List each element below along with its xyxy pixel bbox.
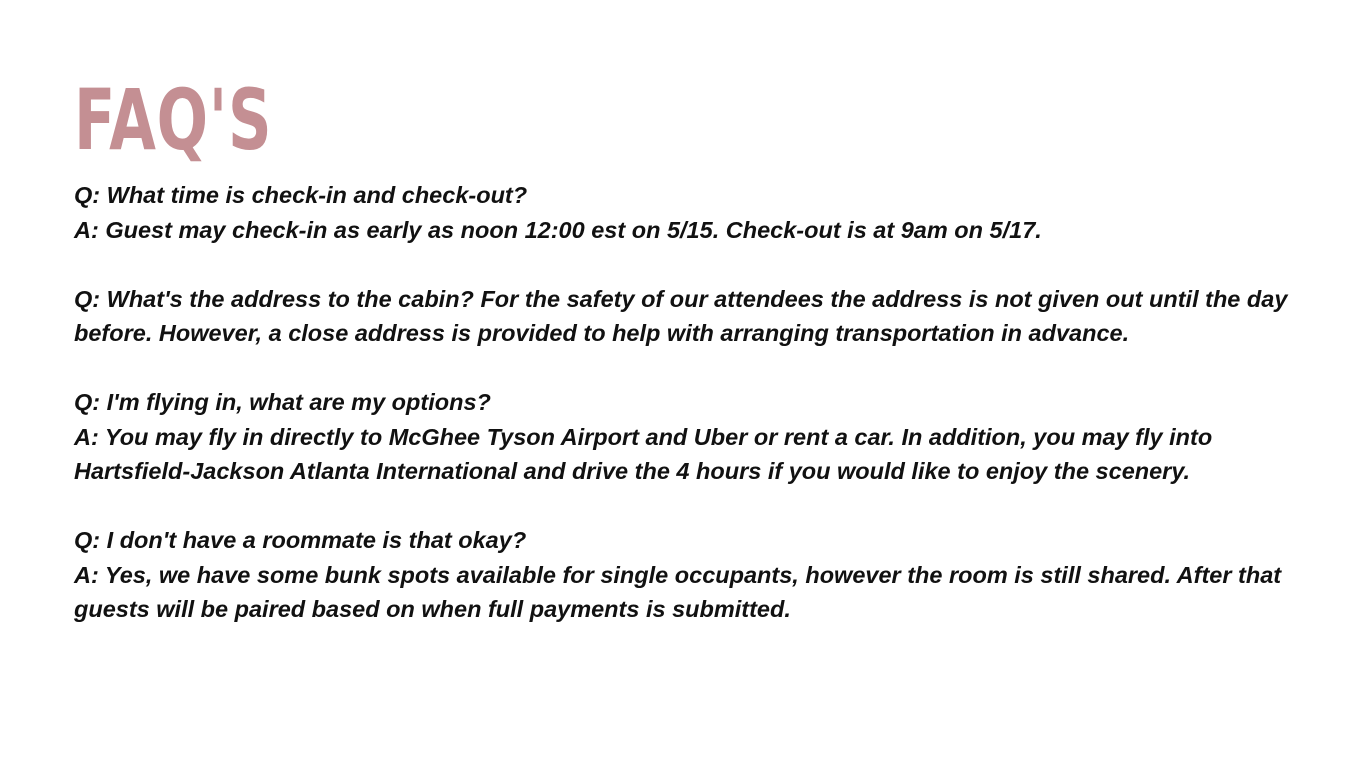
faq-item-flying — [74, 385, 1294, 489]
faq-answer: A: Yes, we have some bunk spots available for single occupants, however the room is still shared. After that guests will be paired based on when full payments is submitted. — [74, 561, 1282, 622]
faq-answer: A: You may fly in directly to McGhee Tyson Airport and Uber or rent a car. In addition, you may fly into Hartsfield-Jackson Atlanta International and drive the 4 hours if you would like to enjoy the scenery. — [74, 423, 1213, 484]
faq-item-roommate — [74, 523, 1294, 627]
faq-question: Q: What time is check-in and check-out? — [74, 182, 528, 208]
faq-answer: A: Guest may check-in as early as noon 12:00 est on 5/15. Check-out is at 9am on 5/17. — [74, 216, 1042, 243]
faq-question: Q: I don't have a roommate is that okay? — [74, 527, 527, 553]
page-title: FAQ'S — [74, 71, 273, 169]
faq-item-check-in — [74, 178, 1294, 247]
faq-list — [74, 178, 1294, 661]
faq-item-address — [74, 282, 1294, 351]
faq-question: Q: What's the address to the cabin? For the safety of our attendees the address is not given out until the day before. However, a close address is provided to help with arranging transportation in advance. — [74, 285, 1288, 346]
faq-question: Q: I'm flying in, what are my options? — [74, 389, 491, 415]
